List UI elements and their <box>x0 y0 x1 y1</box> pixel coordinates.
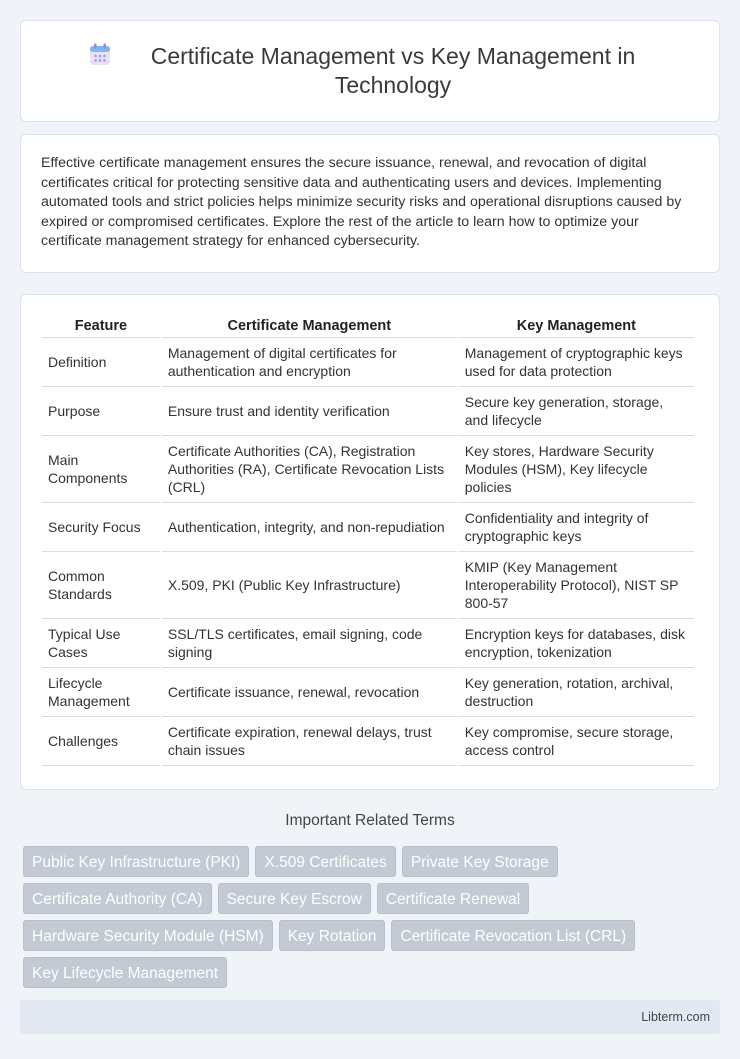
table-row <box>42 338 694 387</box>
table-row <box>42 619 694 668</box>
certificate-cell: X.509, PKI (Public Key Infrastructure) <box>162 552 457 619</box>
feature-cell: Definition <box>42 338 160 387</box>
related-term-tag[interactable]: Private Key Storage <box>402 846 558 877</box>
feature-cell: Security Focus <box>42 503 160 552</box>
title-wrap <box>87 42 653 100</box>
related-term-tag[interactable]: Key Lifecycle Management <box>23 957 227 988</box>
calendar-grid-icon <box>87 42 113 68</box>
footer <box>20 1000 720 1034</box>
related-term-tag[interactable]: Key Rotation <box>279 920 386 951</box>
certificate-cell: Certificate Authorities (CA), Registration Authorities (RA), Certificate Revocation Lists (CRL) <box>162 436 457 503</box>
table-row <box>42 387 694 436</box>
certificate-cell: Ensure trust and identity verification <box>162 387 457 436</box>
key-cell: Confidentiality and integrity of cryptographic keys <box>459 503 694 552</box>
related-term-tag[interactable]: Public Key Infrastructure (PKI) <box>23 846 249 877</box>
comparison-table <box>40 314 696 766</box>
certificate-cell: Authentication, integrity, and non-repudiation <box>162 503 457 552</box>
footer-brand[interactable]: Libterm.com <box>641 1010 710 1024</box>
intro-card <box>20 134 720 273</box>
key-cell: KMIP (Key Management Interoperability Protocol), NIST SP 800-57 <box>459 552 694 619</box>
related-terms-heading: Important Related Terms <box>285 812 455 829</box>
feature-cell: Lifecycle Management <box>42 668 160 717</box>
certificate-cell: Certificate issuance, renewal, revocation <box>162 668 457 717</box>
related-term-tag[interactable]: X.509 Certificates <box>255 846 395 877</box>
key-cell: Encryption keys for databases, disk encryption, tokenization <box>459 619 694 668</box>
table-row <box>42 552 694 619</box>
feature-cell: Challenges <box>42 717 160 766</box>
intro-paragraph: Effective certificate management ensures the secure issuance, renewal, and revocation of digital certificates critical for protecting sensitive data and authenticating users and devices. Implementing automated tools and strict policies helps minimize security risks and operational disruptions caused by expired or compromised certificates. Explore the rest of the article to learn how to optimize your certificate management strategy for enhanced cybersecurity. <box>41 155 682 250</box>
header-feature: Feature <box>42 314 160 338</box>
key-cell: Secure key generation, storage, and lifecycle <box>459 387 694 436</box>
key-cell: Key stores, Hardware Security Modules (HSM), Key lifecycle policies <box>459 436 694 503</box>
feature-cell: Typical Use Cases <box>42 619 160 668</box>
related-term-tag[interactable]: Secure Key Escrow <box>218 883 371 914</box>
table-header-row <box>42 314 694 338</box>
table-row <box>42 717 694 766</box>
title-card <box>20 20 720 122</box>
key-cell: Key compromise, secure storage, access control <box>459 717 694 766</box>
header-certificate-management: Certificate Management <box>162 314 457 338</box>
certificate-cell: Certificate expiration, renewal delays, trust chain issues <box>162 717 457 766</box>
table-row <box>42 436 694 503</box>
feature-cell: Main Components <box>42 436 160 503</box>
related-term-tag[interactable]: Hardware Security Module (HSM) <box>23 920 273 951</box>
related-term-tag[interactable]: Certificate Authority (CA) <box>23 883 212 914</box>
related-terms-list <box>23 846 723 994</box>
page-title: Certificate Management vs Key Management in Technology <box>150 43 636 98</box>
feature-cell: Common Standards <box>42 552 160 619</box>
key-cell: Management of cryptographic keys used for data protection <box>459 338 694 387</box>
feature-cell: Purpose <box>42 387 160 436</box>
certificate-cell: Management of digital certificates for authentication and encryption <box>162 338 457 387</box>
header-key-management: Key Management <box>459 314 694 338</box>
related-term-tag[interactable]: Certificate Revocation List (CRL) <box>391 920 635 951</box>
certificate-cell: SSL/TLS certificates, email signing, code signing <box>162 619 457 668</box>
comparison-card <box>20 294 720 790</box>
table-row <box>42 668 694 717</box>
related-term-tag[interactable]: Certificate Renewal <box>377 883 529 914</box>
key-cell: Key generation, rotation, archival, destruction <box>459 668 694 717</box>
table-row <box>42 503 694 552</box>
